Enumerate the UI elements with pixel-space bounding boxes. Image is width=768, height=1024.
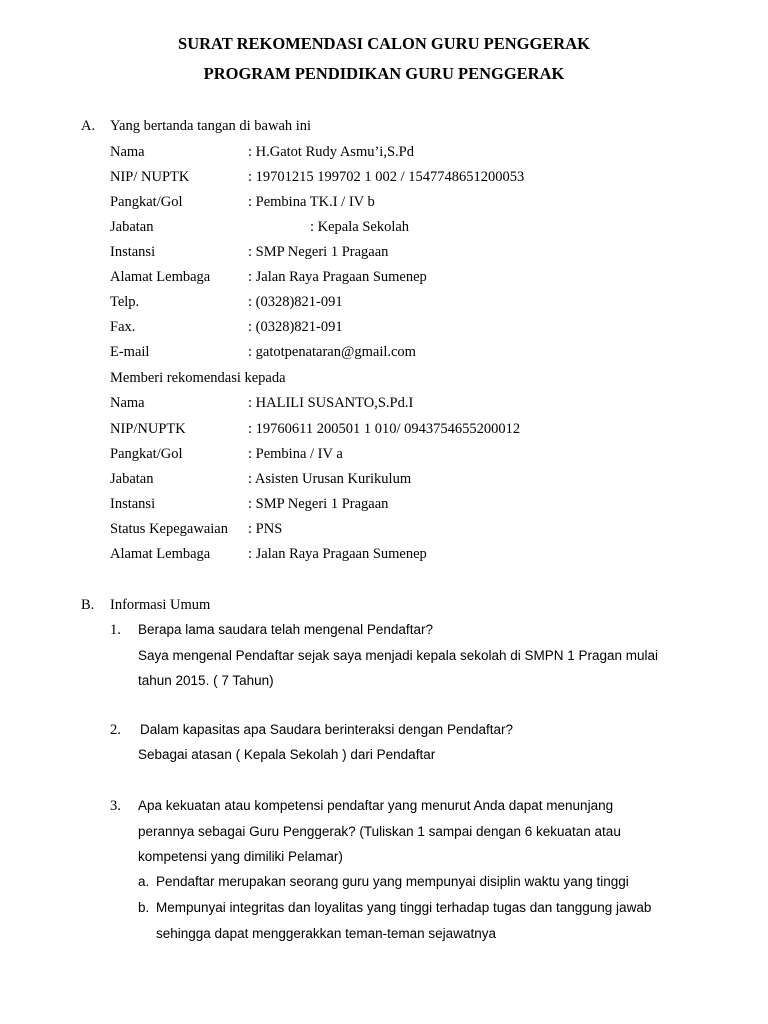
signer-value: : 19701215 199702 1 002 / 1547748651200053 — [248, 169, 525, 185]
list-item-continuation: sehingga dapat menggerakkan teman-teman sejawatnya — [156, 926, 496, 941]
signer-label: Fax. — [110, 319, 136, 335]
candidate-label: Instansi — [110, 496, 156, 512]
candidate-value: : Pembina / IV a — [248, 446, 343, 462]
document-title: SURAT REKOMENDASI CALON GURU PENGGERAK — [178, 34, 590, 53]
section-b-heading: Informasi Umum — [110, 597, 211, 613]
signer-email-value: : gatotpenataran@gmail.com — [248, 344, 416, 360]
section-a-heading: Yang bertanda tangan di bawah ini — [110, 118, 312, 134]
question-text: Dalam kapasitas apa Saudara berinteraksi dengan Pendaftar? — [140, 722, 513, 737]
signer-label: E-mail — [110, 344, 150, 360]
signer-value: : SMP Negeri 1 Pragaan — [248, 244, 389, 260]
signer-value: : H.Gatot Rudy Asmu’i,S.Pd — [248, 144, 414, 160]
signer-label: Pangkat/Gol — [110, 194, 183, 210]
candidate-label: Alamat Lembaga — [110, 546, 211, 562]
question-number: 2. — [110, 722, 121, 738]
candidate-value: : SMP Negeri 1 Pragaan — [248, 496, 389, 512]
candidate-label: Jabatan — [110, 471, 154, 487]
candidate-value: : HALILI SUSANTO,S.Pd.I — [248, 395, 414, 411]
question-text: Apa kekuatan atau kompetensi pendaftar yang menurut Anda dapat menunjang — [138, 798, 614, 813]
answer-text: tahun 2015. ( 7 Tahun) — [138, 673, 274, 688]
question-number: 1. — [110, 622, 121, 638]
candidate-value: : Jalan Raya Pragaan Sumenep — [248, 546, 427, 562]
question-text: perannya sebagai Guru Penggerak? (Tuliskan 1 sampai dengan 6 kekuatan atau — [138, 824, 621, 839]
candidate-label: Status Kepegawaian — [110, 521, 228, 537]
candidate-label: NIP/NUPTK — [110, 421, 186, 437]
signer-value: : (0328)821-091 — [248, 294, 343, 310]
list-item: Pendaftar merupakan seorang guru yang mempunyai disiplin waktu yang tinggi — [156, 874, 629, 889]
signer-value: : (0328)821-091 — [248, 319, 343, 335]
list-item-marker: a. — [138, 874, 150, 889]
question-text: Berapa lama saudara telah mengenal Pendaftar? — [138, 622, 433, 637]
signer-label: Nama — [110, 144, 145, 160]
answer-text: Sebagai atasan ( Kepala Sekolah ) dari Pendaftar — [138, 747, 436, 762]
document-subtitle: PROGRAM PENDIDIKAN GURU PENGGERAK — [203, 64, 565, 83]
candidate-value: : Asisten Urusan Kurikulum — [248, 471, 412, 487]
signer-value: : Pembina TK.I / IV b — [248, 194, 375, 210]
candidate-label: Nama — [110, 395, 145, 411]
section-b-marker: B. — [81, 597, 95, 613]
answer-text: Saya mengenal Pendaftar sejak saya menjadi kepala sekolah di SMPN 1 Pragan mulai — [138, 648, 659, 663]
candidate-label: Pangkat/Gol — [110, 446, 183, 462]
signer-label: Jabatan — [110, 219, 154, 235]
signer-label: Telp. — [110, 294, 140, 310]
signer-value: : Kepala Sekolah — [310, 219, 410, 235]
list-item-marker: b. — [138, 900, 150, 915]
recommend-heading: Memberi rekomendasi kepada — [110, 370, 286, 386]
section-a-marker: A. — [81, 118, 96, 134]
list-item: Mempunyai integritas dan loyalitas yang tinggi terhadap tugas dan tanggung jawab — [156, 900, 652, 915]
candidate-value: : PNS — [248, 521, 283, 537]
signer-label: Instansi — [110, 244, 156, 260]
signer-label: NIP/ NUPTK — [110, 169, 190, 185]
signer-value: : Jalan Raya Pragaan Sumenep — [248, 269, 427, 285]
question-number: 3. — [110, 798, 121, 814]
signer-label: Alamat Lembaga — [110, 269, 211, 285]
question-text: kompetensi yang dimiliki Pelamar) — [138, 849, 343, 864]
candidate-value: : 19760611 200501 1 010/ 0943754655200012 — [248, 421, 521, 437]
